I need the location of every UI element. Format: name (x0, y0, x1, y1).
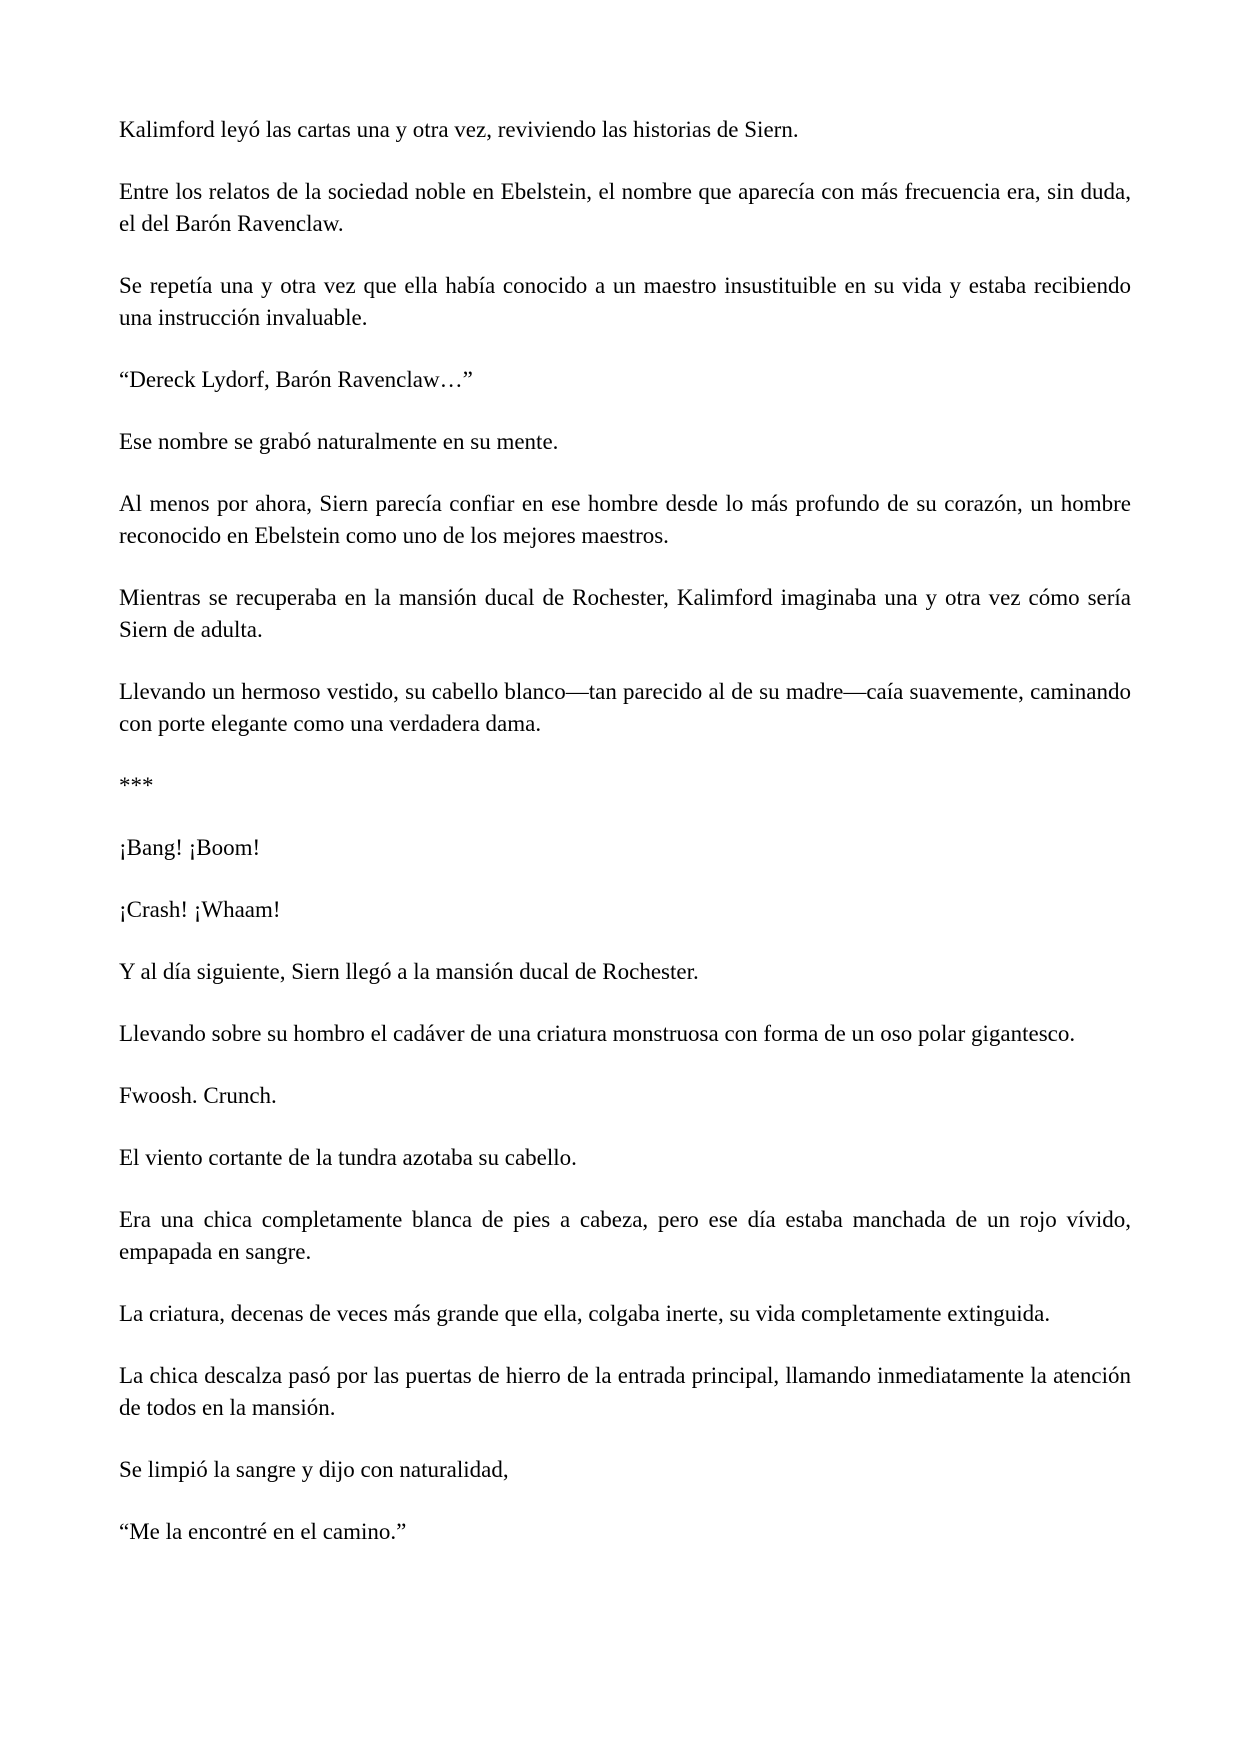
paragraph: Era una chica completamente blanca de pies a cabeza, pero ese día estaba manchada de un rojo vívido, empapada en sangre. (119, 1207, 1131, 1264)
paragraph: Al menos por ahora, Siern parecía confiar en ese hombre desde lo más profundo de su corazón, un hombre reconocido en Ebelstein como uno de los mejores maestros. (119, 491, 1131, 548)
paragraph: Se repetía una y otra vez que ella había conocido a un maestro insustituible en su vida y estaba recibiendo una instrucción invaluable. (119, 273, 1131, 330)
document-body (119, 114, 1131, 1578)
paragraph: Se limpió la sangre y dijo con naturalidad, (119, 1457, 509, 1482)
paragraph: Entre los relatos de la sociedad noble en Ebelstein, el nombre que aparecía con más frecuencia era, sin duda, el del Barón Ravenclaw. (119, 179, 1131, 236)
scene-break: *** (119, 773, 154, 798)
paragraph: La chica descalza pasó por las puertas de hierro de la entrada principal, llamando inmediatamente la atención de todos en la mansión. (119, 1363, 1131, 1420)
paragraph: La criatura, decenas de veces más grande que ella, colgaba inerte, su vida completamente extinguida. (119, 1301, 1051, 1326)
paragraph: Ese nombre se grabó naturalmente en su mente. (119, 429, 559, 454)
paragraph: Llevando un hermoso vestido, su cabello blanco—tan parecido al de su madre—caía suavemente, caminando con porte elegante como una verdadera dama. (119, 679, 1131, 736)
paragraph: Y al día siguiente, Siern llegó a la mansión ducal de Rochester. (119, 959, 699, 984)
paragraph: El viento cortante de la tundra azotaba su cabello. (119, 1145, 577, 1170)
paragraph: “Me la encontré en el camino.” (119, 1519, 407, 1544)
paragraph: Llevando sobre su hombro el cadáver de una criatura monstruosa con forma de un oso polar gigantesco. (119, 1021, 1076, 1046)
paragraph: Mientras se recuperaba en la mansión ducal de Rochester, Kalimford imaginaba una y otra vez cómo sería Siern de adulta. (119, 585, 1131, 642)
paragraph: “Dereck Lydorf, Barón Ravenclaw…” (119, 367, 473, 392)
paragraph: Fwoosh. Crunch. (119, 1083, 277, 1108)
paragraph: Kalimford leyó las cartas una y otra vez, reviviendo las historias de Siern. (119, 117, 799, 142)
paragraph: ¡Bang! ¡Boom! (119, 835, 261, 860)
paragraph: ¡Crash! ¡Whaam! (119, 897, 281, 922)
